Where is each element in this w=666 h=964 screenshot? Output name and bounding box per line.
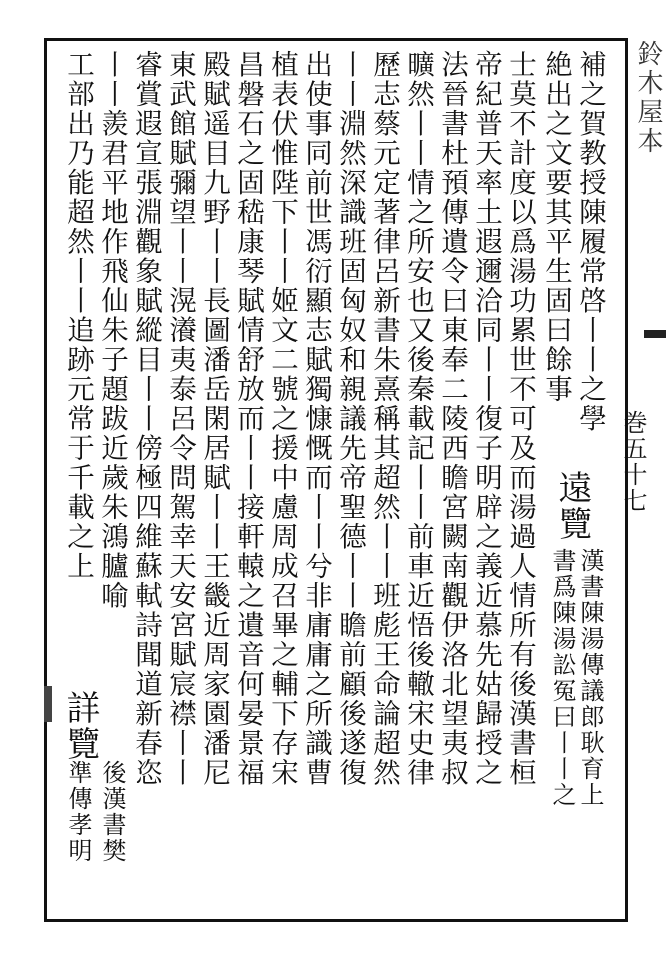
column-text: 殿賦遥目九野丨丨長圖潘岳閑居賦丨丨王畿近周家園潘尼 <box>198 50 230 788</box>
column-text: 帝紀普天率土遐邇洽同丨丨復子明辟之義近慕先姑歸授之 <box>470 50 502 788</box>
column-text: 植表伏惟陛下丨丨姬文二號之援中慮周成召畢之輔下存宋 <box>266 50 298 788</box>
head-word: 遠覽 <box>552 470 592 542</box>
text-column-6 <box>402 50 434 788</box>
note-text: 準傳孝明 <box>64 760 92 864</box>
column-text: 絶出之文要其平生固曰餘事 <box>540 50 572 404</box>
text-column-3 <box>504 50 536 788</box>
column-text: 工部出乃能超然丨丨追跡元常于千載之上 <box>62 50 94 581</box>
text-column-15 <box>96 50 128 611</box>
text-column-2 <box>540 50 572 404</box>
text-column-13 <box>164 50 196 788</box>
text-column-1 <box>574 50 606 434</box>
column-text: 東武館賦彌望丨丨滉瀁夷泰呂令問駕幸天安宮賦宸襟丨丨 <box>164 50 196 788</box>
text-column-4 <box>470 50 502 788</box>
column-text: 出使事同前世馮衍顯志賦獨慷慨而丨丨兮非庸庸之所識曹 <box>300 50 332 788</box>
column-text: 丨丨淵然深識班固匈奴和親議先帝聖德丨丨瞻前顧後遂復 <box>334 50 366 788</box>
text-column-12 <box>198 50 230 788</box>
head-note-1b <box>546 548 578 808</box>
text-column-16 <box>62 50 94 581</box>
column-text: 士莫不計度以爲湯功累世不可及而湯過人情所有後漢書桓 <box>504 50 536 788</box>
column-text: 曠然丨丨情之所安也又後秦載記丨丨前車近悟後轍宋史律 <box>402 50 434 788</box>
text-column-7 <box>368 50 400 788</box>
column-text: 補之賀教授陳履常啓丨丨之學 <box>574 50 606 434</box>
head-word: 詳覽 <box>60 690 100 762</box>
column-text: 歷志蔡元定著律呂新書朱熹稱其超然丨丨班彪王命論超然 <box>368 50 400 788</box>
fold-mark <box>644 330 666 338</box>
head-note-2a <box>96 760 128 864</box>
note-text: 後漢書樊 <box>98 760 126 864</box>
note-text: 書爲陳湯訟冤曰丨丨之 <box>548 548 576 808</box>
text-column-10 <box>266 50 298 788</box>
text-column-8 <box>334 50 366 788</box>
column-text: 丨丨羨君平地作飛仙朱子題跋近歲朱鴻臚喻 <box>96 50 128 611</box>
head-note-2b <box>62 760 94 864</box>
binding-mark <box>44 686 52 722</box>
head-entry-2 <box>60 690 100 762</box>
head-entry-1 <box>552 470 592 542</box>
column-text: 睿賞遐宣張淵觀象賦縱目丨丨傍極四維蘇軾詩聞道新春恣 <box>130 50 162 788</box>
text-column-5 <box>436 50 468 788</box>
volume-label: 巻五十七 <box>619 410 647 514</box>
column-text: 法晉書杜預傳遺令曰東奉二陵西瞻宮闕南觀伊洛北望夷叔 <box>436 50 468 788</box>
text-column-11 <box>232 50 264 788</box>
text-column-9 <box>300 50 332 788</box>
text-column-14 <box>130 50 162 788</box>
note-text: 漢書陳湯傳議郎耿育上 <box>576 548 604 808</box>
column-text: 昌磐石之固嵇康琴賦情舒放而丨丨接軒轅之遺音何晏景福 <box>232 50 264 788</box>
running-title: 鈴木屋本 <box>633 40 663 156</box>
head-note-1a <box>574 548 606 808</box>
